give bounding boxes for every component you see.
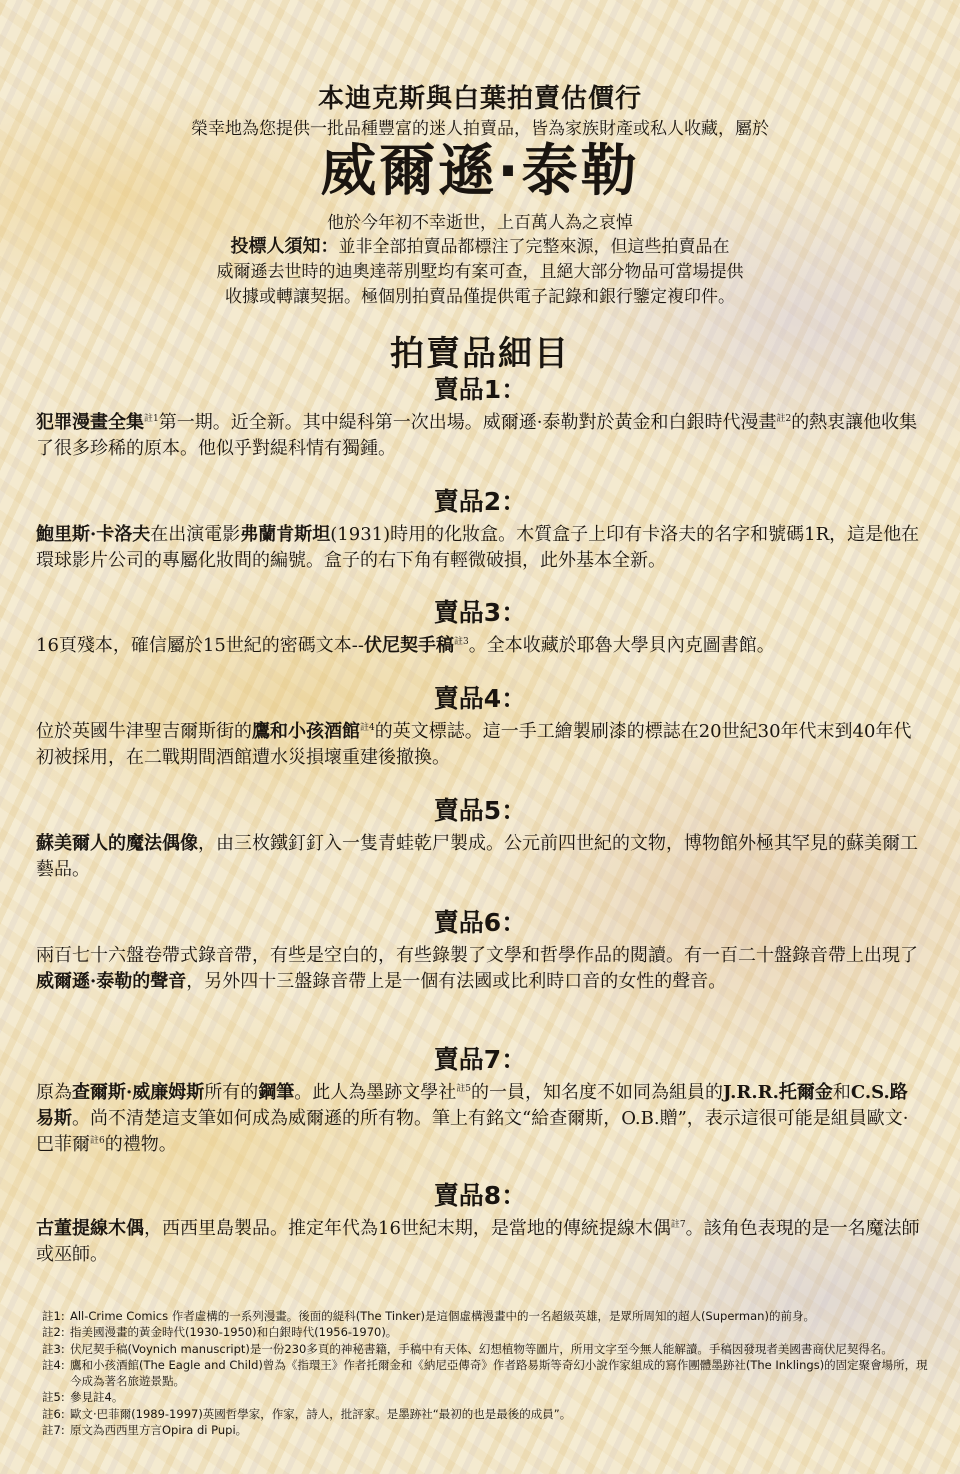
- lot-highlight: 古董提線木偶: [36, 1218, 144, 1239]
- lot-text-segment: 。此人為墨跡文學社: [294, 1082, 457, 1103]
- footnote-key: 註5:: [42, 1390, 65, 1405]
- lot-highlight: 蘇美爾人的魔法偶像: [36, 833, 198, 854]
- lot-item: [36, 907, 924, 995]
- notice-label: 投標人須知：: [230, 236, 339, 257]
- lot-text-segment: 位於英國牛津聖吉爾斯街的: [36, 721, 252, 742]
- lot-title: 賣品4：: [433, 684, 527, 713]
- footnote-key: 註4:: [42, 1357, 65, 1372]
- footnote-text: All-Crime Comics 作者虛構的一系列漫畫。後面的緹科(The Tinker)是這個虛構漫畫中的一名超級英雄，是眾所周知的超人(Superman)的前身。: [70, 1309, 815, 1323]
- lot-item: [36, 597, 924, 659]
- lot-highlight: 弗蘭肯斯坦: [240, 524, 331, 545]
- footnote-text: 鷹和小孩酒館(The Eagle and Child)曾為《指環王》作者托爾金和《納尼亞傳奇》作者路易斯等奇幻小說作家組成的寫作團體墨跡社(The Inklings)的固定聚會場所，現今成為著名旅遊景點。: [70, 1357, 928, 1389]
- lot-highlight: 犯罪漫畫全集: [36, 412, 144, 433]
- lot-highlight: J.R.R.托爾金: [723, 1082, 833, 1103]
- footnote-text: 參見註4。: [70, 1390, 124, 1405]
- lot-text-segment: ，另外四十三盤錄音帶上是一個有法國或比利時口音的女性的聲音。: [186, 971, 727, 992]
- lot-text-segment: 16頁殘本，確信屬於15世紀的密碼文本--: [36, 635, 364, 656]
- note-marker: 註5: [456, 1084, 472, 1094]
- lot-title: 賣品6：: [433, 908, 527, 937]
- lot-highlight: 伏尼契手稿: [363, 635, 454, 656]
- footnote-key: 註3:: [42, 1341, 65, 1356]
- notice-line: 收據或轉讓契据。極個別拍賣品僅提供電子記錄和銀行鑒定複印件。: [225, 287, 735, 307]
- note-marker: 註6: [90, 1136, 105, 1146]
- lot-description: [36, 633, 924, 659]
- lot-text-segment: 原為: [36, 1082, 72, 1103]
- lot-item: [36, 683, 924, 771]
- lot-title: 賣品1：: [433, 375, 527, 404]
- footnote: [42, 1406, 932, 1422]
- deceased-name: 威爾遜·泰勒: [320, 139, 640, 204]
- lot-highlight: 查爾斯·威廉姆斯: [72, 1082, 205, 1103]
- footnote-key: 註6:: [42, 1406, 65, 1421]
- lot-description: [36, 943, 924, 995]
- lot-item: [36, 1180, 924, 1268]
- footnote: [42, 1389, 932, 1405]
- footnote: [42, 1422, 932, 1438]
- footnote: [42, 1357, 932, 1390]
- lot-title: 賣品8：: [433, 1181, 527, 1210]
- lot-list-title: 拍賣品細目: [390, 334, 570, 374]
- lot-text-segment: 和: [832, 1082, 851, 1103]
- lot-title: 賣品3：: [433, 598, 527, 627]
- lot-highlight: 鋼筆: [258, 1082, 295, 1103]
- note-marker: 註7: [670, 1220, 686, 1230]
- lot-highlight: 鮑里斯·卡洛夫: [36, 524, 151, 545]
- lot-item: [36, 486, 924, 574]
- lot-title: 賣品2：: [433, 487, 527, 516]
- lot-text-segment: 的禮物。: [104, 1134, 177, 1155]
- lot-text-segment: 。尚不清楚這支筆如何成為威爾遜的所有物。筆上有銘文“給查爾斯，O.B.贈”，表示這很可能是組員歐文·巴菲爾: [36, 1108, 909, 1155]
- lot-item: [36, 1044, 924, 1158]
- footnote-text: 指美國漫畫的黃金時代(1930-1950)和白銀時代(1956-1970)。: [70, 1325, 398, 1340]
- lot-description: [36, 410, 924, 462]
- footnote-key: 註7:: [42, 1423, 65, 1438]
- lot-text-segment: (1931)時用的化妝盒。木質盒子上印有卡洛夫的名字和號碼1R，這是他在環球影片公司的專屬化妝間的編號。盒子的右下角有輕微破損，此外基本全新。: [36, 524, 920, 571]
- note-marker: 註3: [453, 637, 469, 647]
- note-marker: 註2: [776, 414, 792, 424]
- lot-item: [36, 795, 924, 883]
- note-marker: 註1: [144, 414, 159, 424]
- lot-title: 賣品7：: [433, 1045, 527, 1074]
- lot-text-segment: 第一期。近全新。其中緹科第一次出場。威爾遜·泰勒對於黃金和白銀時代漫畫: [158, 412, 777, 433]
- lot-text-segment: 。該角色表現的是一名魔法師或巫師。: [36, 1218, 920, 1265]
- lot-description: [36, 522, 924, 574]
- lot-highlight: 鷹和小孩酒館: [252, 721, 360, 742]
- lot-description: [36, 1080, 924, 1158]
- auction-house-title: 本迪克斯與白葉拍賣估價行: [317, 84, 642, 114]
- lot-description: [36, 1216, 924, 1268]
- lot-highlight: 威爾遜·泰勒的聲音: [36, 971, 187, 992]
- lot-text-segment: ，西西里島製品。推定年代為16世紀末期，是當地的傳統提線木偶: [144, 1218, 671, 1239]
- lot-text-segment: 。全本收藏於耶魯大學貝內克圖書館。: [468, 635, 775, 656]
- footnote: [42, 1308, 932, 1324]
- lot-text-segment: 兩百七十六盤卷帶式錄音帶，有些是空白的，有些錄製了文學和哲學作品的閱讀。有一百二十盤錄音帶上出現了: [36, 945, 918, 966]
- mourning-line: 他於今年初不幸逝世，上百萬人為之哀悼: [327, 213, 633, 233]
- intro-line: 榮幸地為您提供一批品種豐富的迷人拍賣品，皆為家族財產或私人收藏，屬於: [191, 119, 769, 139]
- notice-line: 威爾遜去世時的迪奧達蒂別墅均有案可查，且絕大部分物品可當場提供: [216, 262, 744, 282]
- footnote-text: 歐文·巴菲爾(1989-1997)英國哲學家，作家，詩人，批評家。是墨跡社“最初的也是最後的成員”。: [70, 1406, 572, 1421]
- note-marker: 註4: [360, 723, 375, 733]
- lot-text-segment: 在出演電影: [150, 524, 241, 545]
- lot-text-segment: 所有的: [204, 1082, 259, 1103]
- footnotes: [42, 1308, 932, 1438]
- lot-title: 賣品5：: [433, 796, 527, 825]
- lot-description: [36, 719, 924, 771]
- footnote-key: 註1:: [42, 1309, 65, 1323]
- lot-text-segment: 的英文標誌。這一手工繪製刷漆的標誌在20世紀30年代末到40年代初被採用，在二戰期間酒館遭水災損壞重建後撤換。: [36, 721, 912, 768]
- lot-highlight: C.S.路易斯: [36, 1082, 908, 1129]
- lot-text-segment: ，由三枚鐵釘釘入一隻青蛙乾尸製成。公元前四世紀的文物，博物館外極其罕見的蘇美爾工藝品。: [36, 833, 918, 880]
- lot-text-segment: 的熱衷讓他收集了很多珍稀的原本。他似乎對緹科情有獨鍾。: [36, 412, 918, 459]
- footnote: [42, 1324, 932, 1340]
- footnote-key: 註2:: [42, 1325, 65, 1340]
- footnote-text: 原文為西西里方言Opira di Pupi。: [70, 1423, 248, 1438]
- lot-description: [36, 831, 924, 883]
- footnote-text: 伏尼契手稿(Voynich manuscript)是一份230多頁的神秘書籍，手稿中有天体、幻想植物等圖片，所用文字至今無人能解讀。手稿因發現者美國書商伏尼契得名。: [70, 1341, 893, 1356]
- footnote: [42, 1341, 932, 1357]
- bidder-notice: [0, 234, 960, 310]
- notice-line: 並非全部拍賣品都標注了完整來源，但這些拍賣品在: [338, 237, 730, 257]
- lot-item: [36, 374, 924, 462]
- lot-text-segment: 的一員，知名度不如同為組員的: [471, 1082, 724, 1103]
